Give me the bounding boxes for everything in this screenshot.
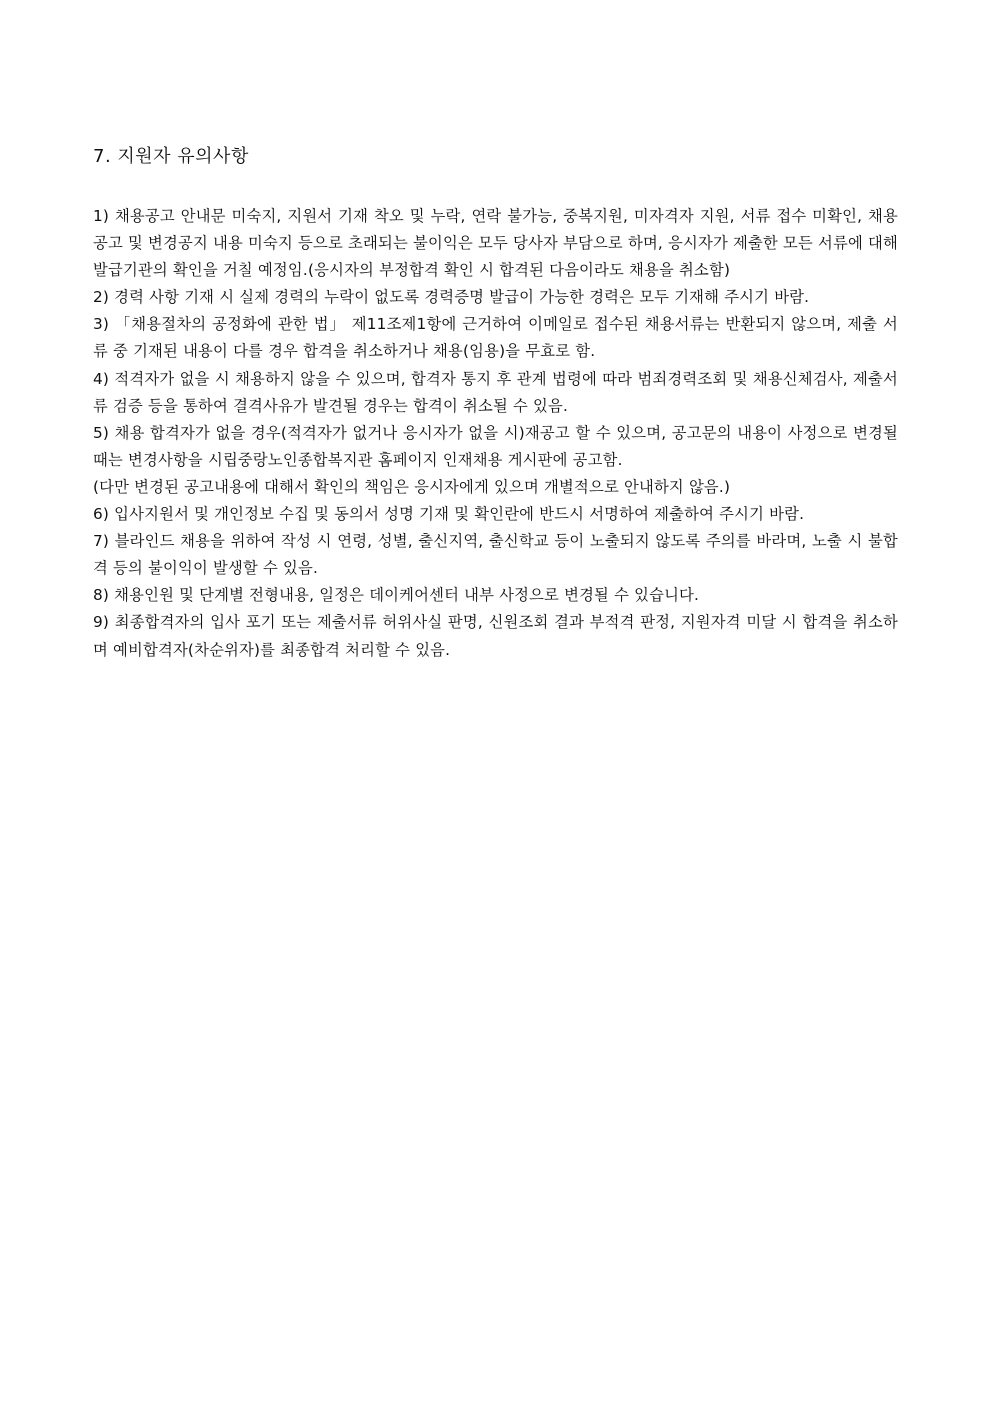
section-title: 7. 지원자 유의사항 <box>93 146 249 167</box>
notice-item-4: 4) 적격자가 없을 시 채용하지 않을 수 있으며, 합격자 통지 후 관계 법령에 따라 범죄경력조회 및 채용신체검사, 제출서류 검증 등을 통하여 결격사유가 발견될 경우는 합격이 취소될 수 있음. <box>93 369 898 415</box>
notice-list <box>93 203 898 664</box>
document-page <box>93 140 898 664</box>
notice-item-5: 5) 채용 합격자가 없을 경우(적격자가 없거나 응시자가 없을 시)재공고 할 수 있으며, 공고문의 내용이 사정으로 변경될 때는 변경사항을 시립중랑노인종합복지관 홈페이지 인재채용 게시판에 공고함. <box>93 423 898 469</box>
notice-item-9: 9) 최종합격자의 입사 포기 또는 제출서류 허위사실 판명, 신원조회 결과 부적격 판정, 지원자격 미달 시 합격을 취소하며 예비합격자(차순위자)를 최종합격 처리할 수 있음. <box>93 613 898 659</box>
notice-item-1: 1) 채용공고 안내문 미숙지, 지원서 기재 착오 및 누락, 연락 불가능, 중복지원, 미자격자 지원, 서류 접수 미확인, 채용공고 및 변경공지 내용 미숙지 등으로 초래되는 불이익은 모두 당사자 부담으로 하며, 응시자가 제출한 모든 서류에 대해 발급기관의 확인을 거칠 예정임.(응시자의 부정합격 확인 시 합격된 다음이라도 채용을 취소함) <box>93 207 898 280</box>
notice-item-2: 2) 경력 사항 기재 시 실제 경력의 누락이 없도록 경력증명 발급이 가능한 경력은 모두 기재해 주시기 바람. <box>93 288 810 307</box>
notice-item-7: 7) 블라인드 채용을 위하여 작성 시 연령, 성별, 출신지역, 출신학교 등이 노출되지 않도록 주의를 바라며, 노출 시 불합격 등의 불이익이 발생할 수 있음. <box>93 532 898 578</box>
notice-item-5-note: (다만 변경된 공고내용에 대해서 확인의 책임은 응시자에게 있으며 개별적으로 안내하지 않음.) <box>93 477 731 496</box>
notice-item-3: 3) 「채용절차의 공정화에 관한 법」 제11조제1항에 근거하여 이메일로 접수된 채용서류는 반환되지 않으며, 제출 서류 중 기재된 내용이 다를 경우 합격을 취소하거나 채용(임용)을 무효로 함. <box>93 315 898 361</box>
notice-item-8: 8) 채용인원 및 단계별 전형내용, 일정은 데이케어센터 내부 사정으로 변경될 수 있습니다. <box>93 586 700 605</box>
notice-item-6: 6) 입사지원서 및 개인정보 수집 및 동의서 성명 기재 및 확인란에 반드시 서명하여 제출하여 주시기 바람. <box>93 505 805 524</box>
